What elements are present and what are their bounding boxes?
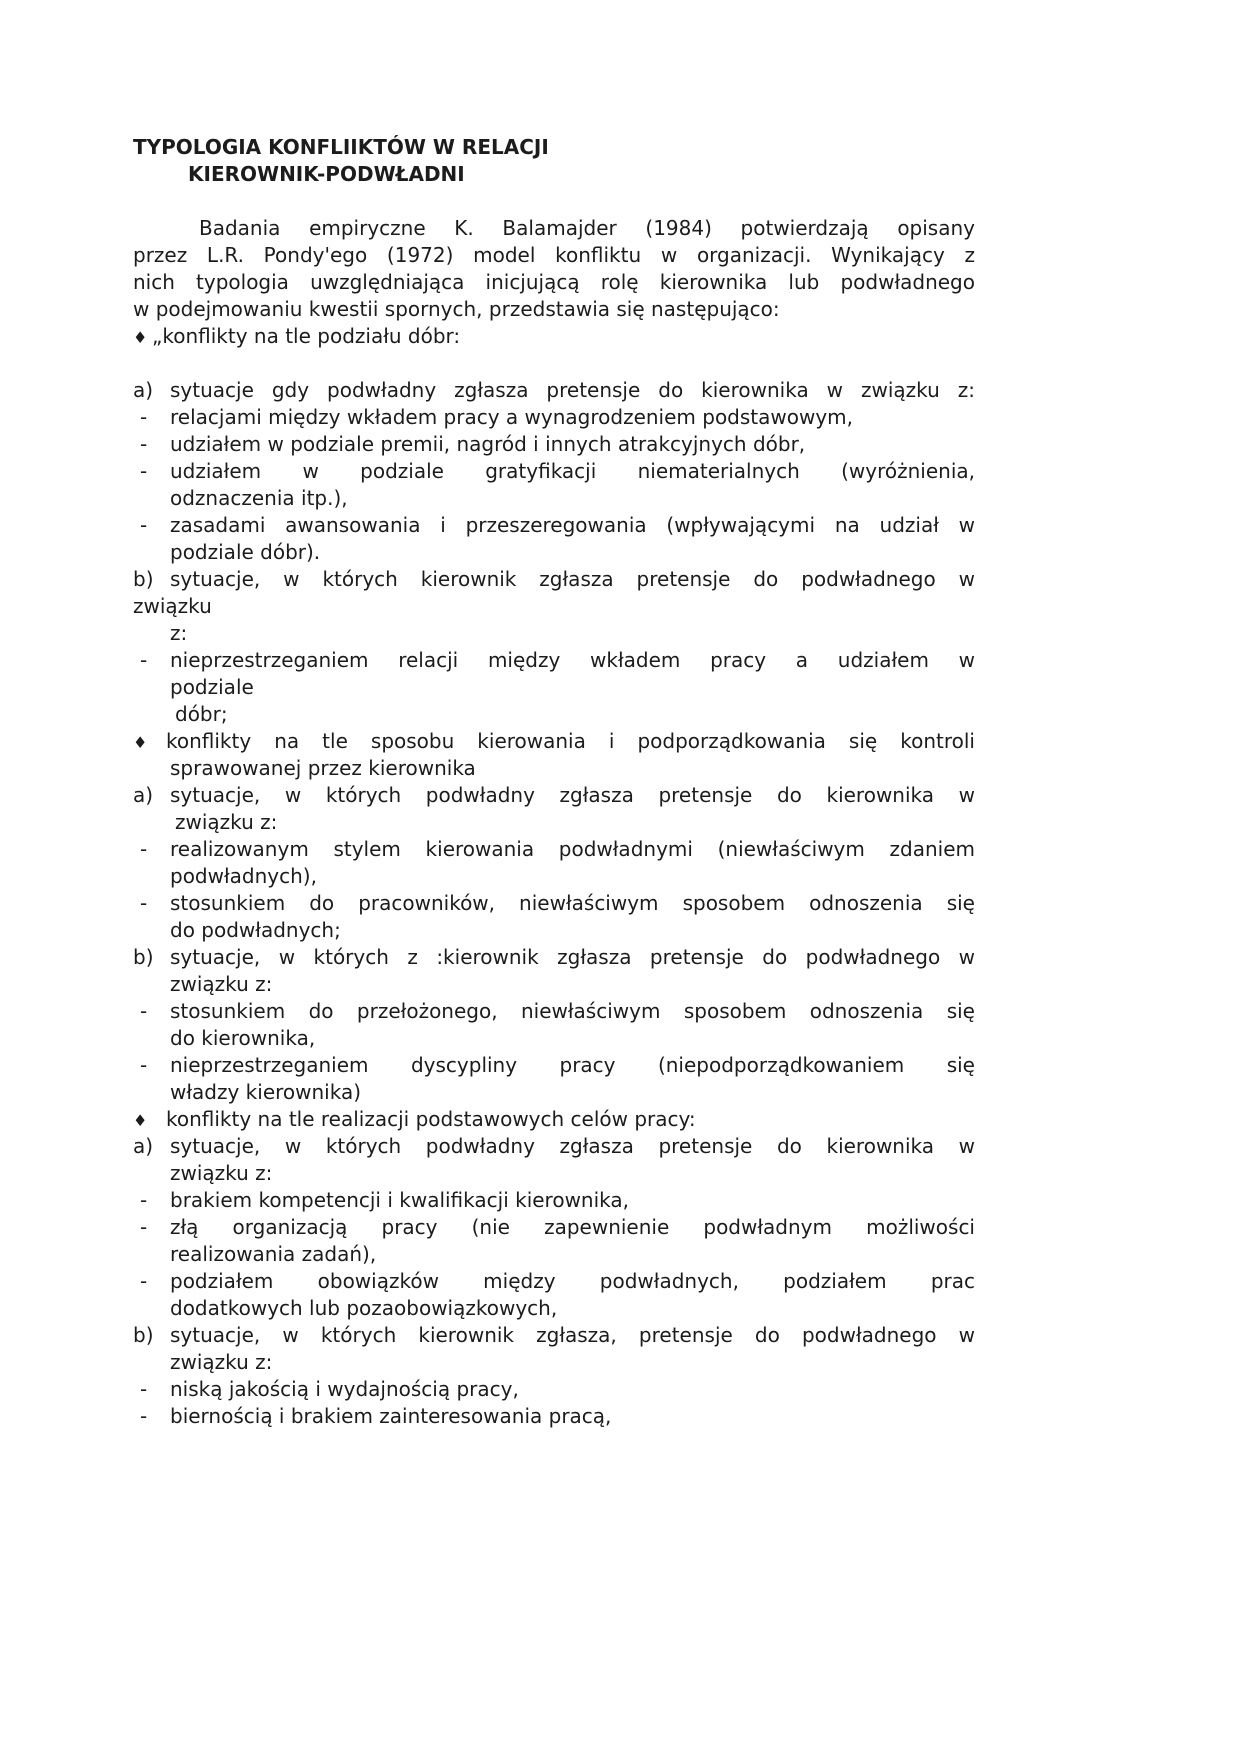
line-text: do podwładnych; [170,918,341,942]
line-text: władzy kierownika) [170,1080,362,1104]
text-line [133,269,975,296]
line-text: konflikty na tle sposobu kierowania i podporządkowania się kontroli [166,729,975,753]
list-letter-marker: b) [133,945,154,969]
text-line [133,782,975,809]
line-text: podziale [170,675,254,699]
text-line [133,1349,975,1376]
line-text: niską jakością i wydajnością pracy, [170,1377,519,1401]
text-line [133,863,975,890]
line-text: sytuacje, w których z :kierownik zgłasza pretensje do podwładnego w [170,945,975,969]
line-text: podziale dóbr). [170,540,321,564]
text-line [133,647,975,674]
line-text: podwładnych), [170,864,317,888]
document-title [133,134,975,188]
line-text: odznaczenia itp.), [170,486,348,510]
text-line [133,242,975,269]
text-line [133,1376,975,1403]
text-line [133,1052,975,1079]
text-line [133,1295,975,1322]
text-line [133,944,975,971]
line-text: stosunkiem do przełożonego, niewłaściwym sposobem odnoszenia się [170,999,975,1023]
dash-marker: - [140,1053,148,1077]
bullet-diamond-icon: ♦ [133,733,148,752]
line-text: zasadami awansowania i przeszeregowania (wpływającymi na udział w [170,513,975,537]
line-text: dodatkowych lub pozaobowiązkowych, [170,1296,558,1320]
text-line [133,215,975,242]
text-line [133,809,975,836]
text-line [133,674,975,701]
text-line [133,1160,975,1187]
document-body [133,215,975,1430]
bullet-diamond-icon: ♦ [133,328,148,347]
text-line [133,917,975,944]
text-line [133,377,975,404]
line-text: do kierownika, [170,1026,316,1050]
line-text: udziałem w podziale gratyfikacji niematerialnych (wyróżnienia, [170,459,975,483]
line-text: Badania empiryczne K. Balamajder (1984) potwierdzają opisany [199,216,975,240]
title-line-1: TYPOLOGIA KONFLIIKTÓW W RELACJI [133,135,549,159]
line-text: sprawowanej przez kierownika [170,756,476,780]
text-line [133,1268,975,1295]
dash-marker: - [140,891,148,915]
line-text: sytuacje gdy podwładny zgłasza pretensje do kierownika w związku z: [170,378,975,402]
line-text: realizowania zadań), [170,1242,377,1266]
line-text: brakiem kompetencji i kwalifikacji kierownika, [170,1188,630,1212]
line-text: sytuacje, w których kierownik zgłasza pretensje do podwładnego w [170,567,975,591]
line-text: relacjami między wkładem pracy a wynagrodzeniem podstawowym, [170,405,854,429]
line-text: w podejmowaniu kwestii spornych, przedstawia się następująco: [133,297,780,321]
text-line [133,1106,975,1133]
text-line [133,458,975,485]
list-letter-marker: a) [133,378,154,402]
text-line [133,512,975,539]
line-text: sytuacje, w których podwładny zgłasza pretensje do kierownika w [170,783,975,807]
line-text: realizowanym stylem kierowania podwładnymi (niewłaściwym zdaniem [170,837,975,861]
dash-marker: - [140,405,148,429]
dash-marker: - [140,837,148,861]
line-text: związku z: [175,810,278,834]
line-text: związku [133,594,212,618]
text-line [133,593,975,620]
line-text: nieprzestrzeganiem relacji między wkładem pracy a udziałem w [170,648,975,672]
dash-marker: - [140,432,148,456]
line-text: z: [170,621,188,645]
text-line [133,620,975,647]
text-line [133,404,975,431]
text-line [133,431,975,458]
dash-marker: - [140,1269,148,1293]
text-line [133,1025,975,1052]
dash-marker: - [140,513,148,537]
list-letter-marker: b) [133,1323,154,1347]
line-text: sytuacje, w których kierownik zgłasza, pretensje do podwładnego w [170,1323,975,1347]
text-line [133,566,975,593]
line-text: „konflikty na tle podziału dóbr: [152,324,461,348]
line-text: związku z: [170,1350,273,1374]
line-text: stosunkiem do pracowników, niewłaściwym sposobem odnoszenia się [170,891,975,915]
line-text: związku z: [170,972,273,996]
text-line [133,1322,975,1349]
text-line [133,1079,975,1106]
line-text: udziałem w podziale premii, nagród i innych atrakcyjnych dóbr, [170,432,806,456]
text-line [133,1187,975,1214]
blank-line [133,350,975,377]
line-text: złą organizacją pracy (nie zapewnienie podwładnym możliwości [170,1215,975,1239]
text-line [133,485,975,512]
line-text: dóbr; [175,702,228,726]
list-letter-marker: b) [133,567,154,591]
text-line [133,323,975,350]
text-line [133,728,975,755]
document-content [133,134,975,1430]
line-text: biernością i brakiem zainteresowania pracą, [170,1404,612,1428]
dash-marker: - [140,1377,148,1401]
text-line [133,296,975,323]
text-line [133,755,975,782]
dash-marker: - [140,999,148,1023]
line-text: sytuacje, w których podwładny zgłasza pretensje do kierownika w [170,1134,975,1158]
text-line [133,890,975,917]
dash-marker: - [140,1188,148,1212]
text-line [133,1403,975,1430]
line-text: nich typologia uwzględniająca inicjującą rolę kierownika lub podwładnego [133,270,975,294]
text-line [133,971,975,998]
line-text: nieprzestrzeganiem dyscypliny pracy (niepodporządkowaniem się [170,1053,975,1077]
dash-marker: - [140,648,148,672]
text-line [133,539,975,566]
text-line [133,1133,975,1160]
list-letter-marker: a) [133,1134,154,1158]
dash-marker: - [140,459,148,483]
line-text: podziałem obowiązków między podwładnych, podziałem prac [170,1269,975,1293]
title-line-2: KIEROWNIK-PODWŁADNI [188,162,465,186]
text-line [133,701,975,728]
dash-marker: - [140,1215,148,1239]
line-text: przez L.R. Pondy'ego (1972) model konfliktu w organizacji. Wynikający z [133,243,975,267]
text-line [133,1214,975,1241]
text-line [133,998,975,1025]
line-text: konflikty na tle realizacji podstawowych celów pracy: [166,1107,696,1131]
text-line [133,836,975,863]
bullet-diamond-icon: ♦ [133,1111,148,1130]
text-line [133,1241,975,1268]
list-letter-marker: a) [133,783,154,807]
dash-marker: - [140,1404,148,1428]
line-text: związku z: [170,1161,273,1185]
